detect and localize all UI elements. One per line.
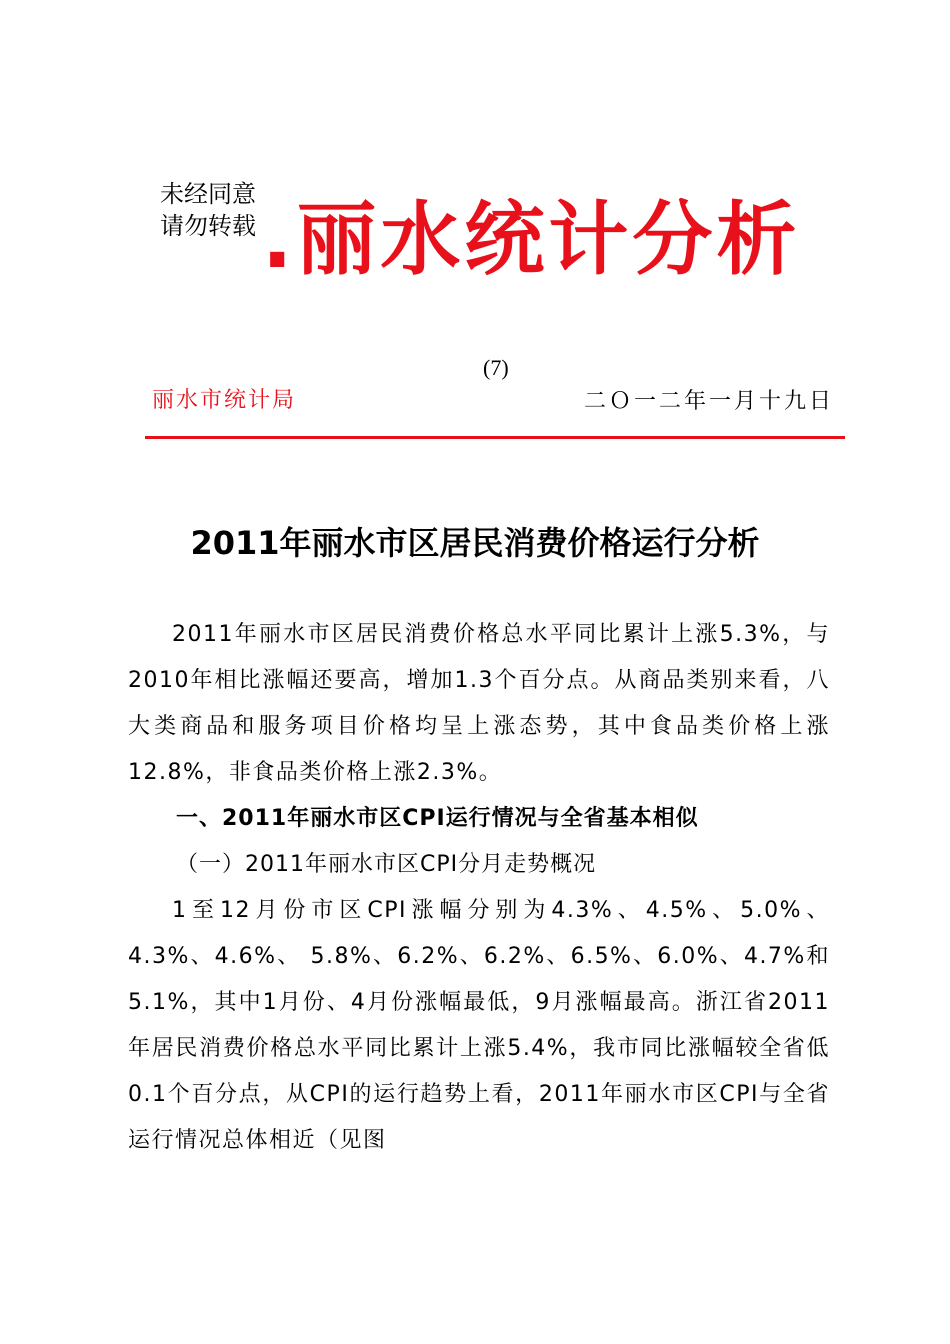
article-body [128, 612, 830, 1164]
intro-paragraph: 2011年丽水市区居民消费价格总水平同比累计上涨5.3%，与2010年相比涨幅还要高，增加1.3个百分点。从商品类别来看，八大类商品和服务项目价格均呈上涨态势，其中食品类价格上涨12.8%，非食品类价格上涨2.3%。 [128, 622, 830, 785]
publish-date: 二Ｏ一二年一月十九日 [583, 389, 834, 414]
section-heading: 一、2011年丽水市区CPI运行情况与全省基本相似 [176, 806, 699, 831]
reprint-notice [160, 178, 256, 242]
subsection-heading: （一）2011年丽水市区CPI分月走势概况 [176, 852, 597, 877]
notice-line-2: 请勿转载 [160, 212, 256, 240]
article-title: 2011年丽水市区居民消费价格运行分析 [190, 524, 760, 562]
issue-number: (7) [483, 355, 509, 380]
notice-line-1: 未经同意 [160, 180, 256, 208]
subsection-paragraph: 1至12月份市区CPI涨幅分别为4.3%、4.5%、5.0%、4.3%、4.6%、 5.8%、6.2%、6.2%、6.5%、6.0%、4.7%和5.1%，其中1月份、4月份涨幅最低，9月涨幅最高。浙江省2011年居民消费价格总水平同比累计上涨5.4%，我市同比涨幅较全省低0.1个百分点，从CPI的运行趋势上看，2011年丽水市区CPI与全省运行情况总体相近（见图 [128, 898, 830, 1153]
masthead-title: .丽水统计分析 [262, 193, 801, 286]
header-divider [145, 436, 845, 439]
publisher-name: 丽水市统计局 [152, 388, 297, 413]
